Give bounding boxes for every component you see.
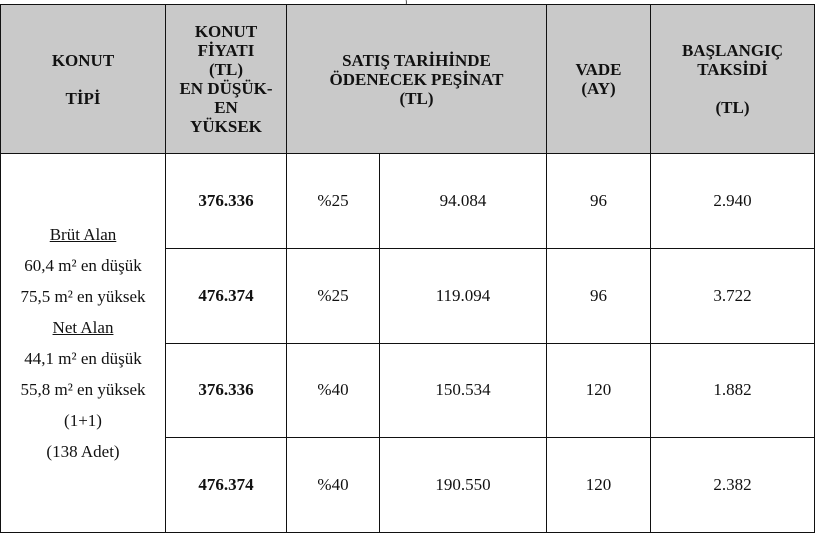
installment-cell: 1.882 — [651, 343, 815, 438]
term-cell: 96 — [547, 154, 651, 249]
down-payment-amount: 150.534 — [380, 343, 547, 438]
net-area-label: Net Alan — [52, 318, 114, 337]
down-payment-amount: 190.550 — [380, 438, 547, 533]
price-cell: 476.374 — [166, 248, 287, 343]
net-area-min: 44,1 m² en düşük — [24, 349, 142, 368]
installment-cell: 3.722 — [651, 248, 815, 343]
table-header-row — [1, 5, 815, 154]
header-unit-price: KONUT FİYATI (TL) EN DÜŞÜK- EN YÜKSEK — [166, 5, 287, 154]
price-cell: 376.336 — [166, 343, 287, 438]
installment-cell: 2.940 — [651, 154, 815, 249]
unit-type-cell — [1, 154, 166, 533]
gross-area-min: 60,4 m² en düşük — [24, 256, 142, 275]
table-row — [1, 154, 815, 249]
price-cell: 476.374 — [166, 438, 287, 533]
housing-price-table — [0, 4, 815, 533]
down-payment-percent: %25 — [287, 248, 380, 343]
gross-area-max: 75,5 m² en yüksek — [20, 287, 146, 306]
down-payment-amount: 94.084 — [380, 154, 547, 249]
down-payment-amount: 119.094 — [380, 248, 547, 343]
room-count: (1+1) — [64, 411, 102, 430]
gross-area-label: Brüt Alan — [49, 225, 117, 244]
down-payment-percent: %25 — [287, 154, 380, 249]
price-cell: 376.336 — [166, 154, 287, 249]
header-down-payment: SATIŞ TARİHİNDE ÖDENECEK PEŞİNAT (TL) — [287, 5, 547, 154]
term-cell: 120 — [547, 343, 651, 438]
term-cell: 96 — [547, 248, 651, 343]
header-installment: BAŞLANGIÇ TAKSİDİ (TL) — [651, 5, 815, 154]
header-term: VADE (AY) — [547, 5, 651, 154]
down-payment-percent: %40 — [287, 343, 380, 438]
down-payment-percent: %40 — [287, 438, 380, 533]
header-unit-type: KONUT TİPİ — [1, 5, 166, 154]
net-area-max: 55,8 m² en yüksek — [20, 380, 146, 399]
unit-count: (138 Adet) — [46, 442, 120, 461]
term-cell: 120 — [547, 438, 651, 533]
installment-cell: 2.382 — [651, 438, 815, 533]
